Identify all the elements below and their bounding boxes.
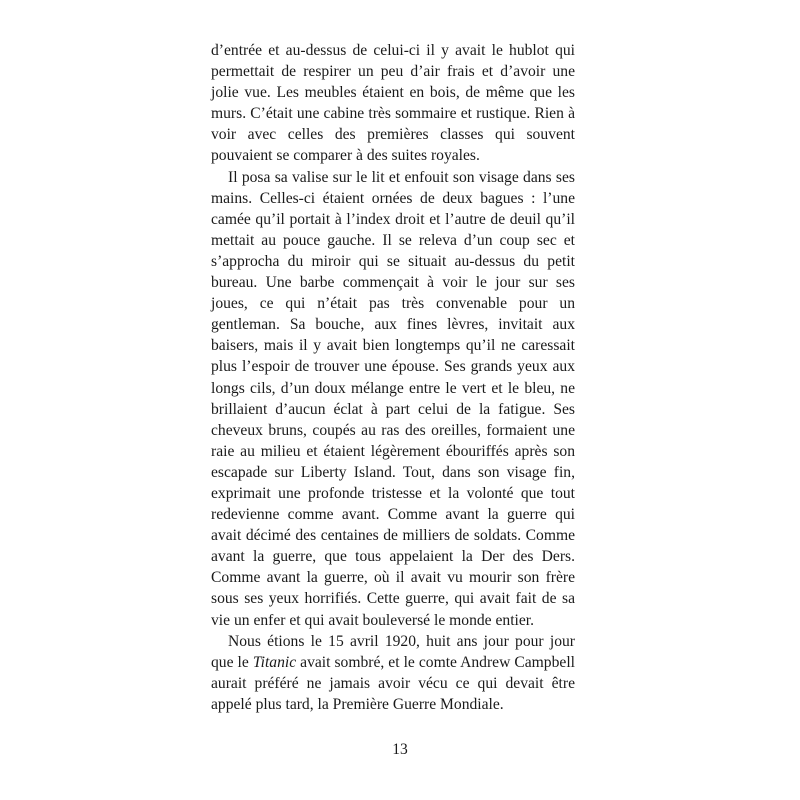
italic-ship-name: Titanic (252, 653, 297, 671)
paragraph-text-end: avait sombré, et le comte Andrew Campbell aurait préféré ne jamais avoir vécu ce qui devait être appelé plus tard, la Première Guerre Mondiale. (211, 653, 575, 713)
page-number: 13 (392, 741, 408, 758)
paragraph-continued: d’entrée et au-dessus de celui-ci il y avait le hublot qui permettait de respirer un peu d’air frais et d’avoir une jolie vue. Les meubles étaient en bois, de même que les murs. C’était une cabine très sommaire et rustique. Rien à voir avec celles des premières classes qui souvent pouvaient se comparer à des suites royales. (211, 42, 575, 165)
paragraph: Il posa sa valise sur le lit et enfouit son visage dans ses mains. Celles-ci étaient ornées de deux bagues : l’une camée qu’il portait à l’index droit et l’autre de deuil qu’il mettait au pouce gauche. Il se releva d’un coup sec et s’approcha du miroir qui se situait au-dessus du petit bureau. Une barbe commençait à voir le jour sur ses joues, ce qui n’était pas très convenable pour un gentleman. Sa bouche, aux fines lèvres, invitait aux baisers, mais il y avait bien longtemps qu’il ne caressait plus l’espoir de trouver une épouse. Ses grands yeux aux longs cils, d’un doux mélange entre le vert et le bleu, ne brillaient d’aucun éclat à part celui de la fatigue. Ses cheveux bruns, coupés au ras des oreilles, formaient une raie au milieu et étaient légèrement ébouriffés après son escapade sur Liberty Island. Tout, dans son visage fin, exprimait une profonde tristesse et la volonté que tout redevienne comme avant. Comme avant la guerre qui avait décimé des centaines de milliers de soldats. Comme avant la guerre, que tous appelaient la Der des Ders. Comme avant la guerre, où il avait vu mourir son frère sous ses yeux horrifiés. Cette guerre, qui avait fait de sa vie un enfer et qui avait bouleversé le monde entier. (211, 168, 575, 629)
body-text (211, 40, 575, 715)
paragraph (211, 631, 575, 715)
paragraph-text-start: Nous étions le 15 avril 1920, huit ans jour pour jour que le (211, 632, 575, 671)
